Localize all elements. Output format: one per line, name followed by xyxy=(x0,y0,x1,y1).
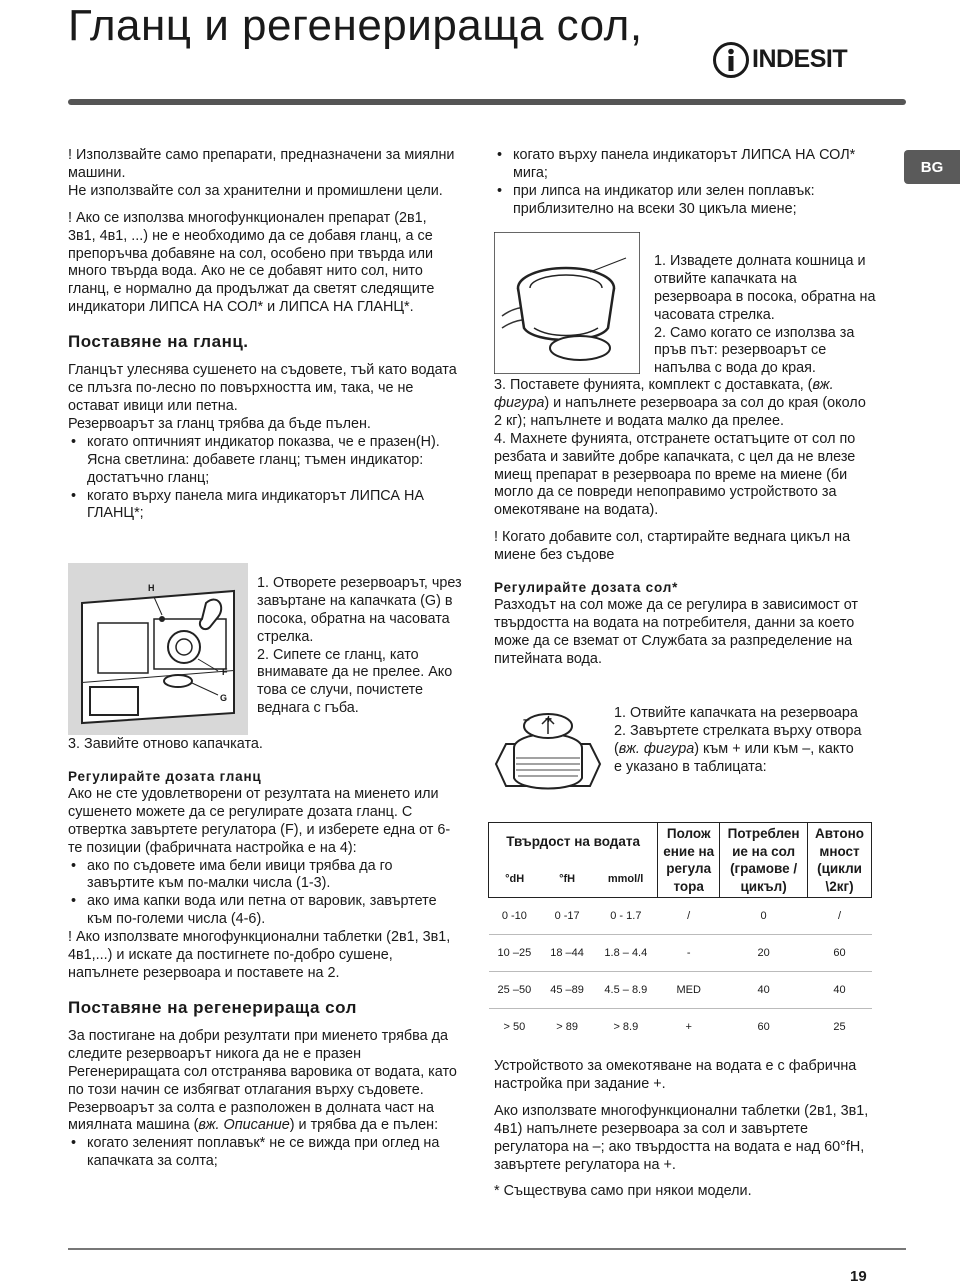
table-row xyxy=(489,972,872,1009)
table-cell: 0 -10 xyxy=(501,910,527,922)
salt-bullet-list-cont xyxy=(494,147,866,219)
list-item: • ако по съдовете има бели ивици трябва да го завъртите към по-малки числа (1-3). xyxy=(68,858,458,894)
paragraph: 2. Завъртете стрелката върху отвора (вж. фигура) към + или към –, както е указано в таблицата: xyxy=(614,722,862,775)
header-consumption: Потреблен ие на сол (грамове /цикъл) xyxy=(720,823,808,898)
label-h: H xyxy=(148,583,155,593)
subheading-gloss-dose: Регулирайте дозата гланц xyxy=(68,768,262,784)
fig3-instructions xyxy=(614,705,864,777)
table-cell: - xyxy=(658,935,720,972)
list-item: • при липса на индикатор или зелен поплавък: приблизително на всеки 30 цикъла миене; xyxy=(494,183,866,219)
paragraph: 3. Завийте отново капачката. xyxy=(68,736,263,752)
brand-wordmark: INDESIT xyxy=(752,45,848,73)
paragraph: ! Ако се използва многофункционален препарат (2в1, 3в1, 4в1, ...) не е необходимо да се добавя гланц, а се препоръчва добавяне на сол, особено при твърда или много твърда вода. Ако не се добавят нито сол, нито гланц, е нормално да продължат да светят следящите индикатори ЛИПСА НА СОЛ* и ЛИПСА НА ГЛАНЦ*. xyxy=(68,209,435,316)
table-cell: 0 xyxy=(760,910,767,922)
table-cell: 0 -17 xyxy=(554,910,580,922)
page-number: 19 xyxy=(850,1268,867,1285)
table-cell: 60 xyxy=(720,1009,808,1046)
table-cell: > 50 xyxy=(489,1009,541,1046)
table-cell: 0 - 1.7 xyxy=(610,910,642,922)
table-cell: / xyxy=(837,910,842,922)
right-column-top xyxy=(494,147,866,219)
paragraph: За постигане на добри резултати при миенето трябва да следите резервоарът никога да не е празен Регенериращата сол отстранява варовика от водата, като по този начин се избягват отлагания върху съдовете. Резервоарът за солта е разположен в долната част на миялната машина (вж. Описание) и трябва да е пълен: xyxy=(68,1027,457,1134)
paragraph: ! Когато добавите сол, стартирайте веднага цикъл на миене без съдове xyxy=(494,529,851,564)
salt-reservoir-illustration xyxy=(494,232,640,374)
header-rule xyxy=(68,99,906,105)
table-cell: 10 –25 xyxy=(489,935,541,972)
table-cell: 25 xyxy=(808,1009,872,1046)
dispenser-drawing-icon xyxy=(68,563,248,735)
salt-bullet-list xyxy=(68,1135,458,1171)
water-hardness-table xyxy=(488,822,872,1045)
header-position: Полож ение на регула тора xyxy=(658,823,720,898)
page-title: Гланц и регенерираща сол, xyxy=(68,1,643,50)
table-row xyxy=(489,898,872,935)
list-item: • ако има капки вода или петна от варовик, завъртете към по-големи числа (4-6). xyxy=(68,893,458,929)
regulator-symbols: – + xyxy=(523,712,559,726)
list-item: • когато оптичният индикатор показва, че е празен(H). Ясна светлина: добавете гланц; тъмен индикатор: достатъчно гланц; xyxy=(68,434,458,488)
table-cell: 40 xyxy=(808,972,872,1009)
right-column-middle xyxy=(494,377,874,669)
footer-rule xyxy=(68,1248,906,1250)
paragraph: ! Използвайте само препарати, предназначени за миялни машини. xyxy=(68,147,455,181)
unit-fh: °fH xyxy=(540,860,594,898)
section-heading-salt: Поставяне на регенерираща сол xyxy=(68,997,357,1017)
fig2-instructions xyxy=(654,235,876,396)
table-cell: 20 xyxy=(720,935,808,972)
paragraph: Ако използвате многофункционални таблетки (2в1, 3в1, 4в1) напълнете резервоара за сол и завъртете регулатора на –; ако твърдостта на водата е над 60°fH, завъртете регулатора на +. xyxy=(494,1102,869,1173)
paragraph: Резервоарът за гланц трябва да бъде пълен. xyxy=(68,415,371,432)
table-cell: MED xyxy=(658,972,720,1009)
section-heading-gloss: Поставяне на гланц. xyxy=(68,332,249,352)
paragraph: 3. Поставете фунията, комплект с доставката, (вж. фигура) и напълнете резервоара за сол до края (около 2 кг); напълнете и водата малко да прелее. xyxy=(494,377,866,429)
paragraph: Не използвайте сол за хранителни и промишлени цели. xyxy=(68,182,443,199)
label-f: F xyxy=(222,667,228,677)
left-column-lower xyxy=(68,736,458,1171)
footnote: * Съществува само при някои модели. xyxy=(494,1183,752,1200)
table-cell: 45 –89 xyxy=(540,972,594,1009)
table-cell: 18 –44 xyxy=(540,935,594,972)
header-hardness: Твърдост на водата xyxy=(489,823,658,861)
list-item: • когато зеленият поплавък* не се вижда при оглед на капачката за солта; xyxy=(68,1135,458,1171)
paragraph: 1. Отвийте капачката на резервоара xyxy=(614,705,858,721)
table-cell: > 89 xyxy=(540,1009,594,1046)
table-cell: / xyxy=(687,910,691,922)
unit-dh: °dH xyxy=(489,860,541,898)
list-item: • когато върху панела мига индикаторът ЛИПСА НА ГЛАНЦ*; xyxy=(68,488,458,524)
indesit-logo xyxy=(712,38,862,82)
right-column-bottom xyxy=(494,1058,870,1201)
table-cell: 25 –50 xyxy=(489,972,541,1009)
paragraph: ! Ако използвате многофункционални таблетки (2в1, 3в1, 4в1,...) и искате да постигнете по-добро сушене, напълнете резервоара и поставете на 2. xyxy=(68,929,451,981)
label-g: G xyxy=(220,693,228,703)
table-cell: > 8.9 xyxy=(594,1009,658,1046)
salt-regulator-illustration xyxy=(490,708,606,804)
table-row xyxy=(489,1009,872,1046)
paragraph: 1. Отворете резервоарът, чрез завъртане на капачката (G) в посока, обратна на часовата стрелка. 2. Сипете се гланц, като внимавате да не прелее. Ако това се случи, почистете веднага с гъба. xyxy=(257,574,462,717)
info-i-logo-icon xyxy=(712,41,750,79)
paragraph: Устройството за омекотяване на водата е с фабрична настройка при задание +. xyxy=(494,1058,857,1092)
unit-mmol: mmol/l xyxy=(594,860,658,898)
paragraph: 1. Извадете долната кошница и отвийте капачката на резервоара в посока, обратна на часовата стрелка. 2. Само когато се използва за пръв път: резервоарът се напълва с вода до края. xyxy=(654,252,876,377)
table-cell: 4.5 – 8.9 xyxy=(594,972,658,1009)
paragraph: 4. Махнете фунията, отстранете остатъците от сол по резбата и завийте добре капачката, с цел да не влезе миещ препарат в резервоара по време на миене (би могло да се повреди непоправимо устройството за омекотяване на водата). xyxy=(494,430,856,519)
salt-reservoir-drawing-icon xyxy=(494,232,640,374)
paragraph: Разходът на сол може да се регулира в зависимост от твърдостта на водата на потребителя, данни за което може да се вземат от Службата за разпределение на питейната вода. xyxy=(494,597,858,667)
paragraph: Гланцът улеснява сушенето на съдовете, тъй като водата се плъзга по-лесно по повърхността им, така, че не остават ивици или петна. xyxy=(68,362,457,414)
table-cell: 1.8 – 4.4 xyxy=(594,935,658,972)
language-tab: BG xyxy=(904,150,960,184)
rinse-aid-dispenser-illustration xyxy=(68,563,248,735)
list-item: • когато върху панела индикаторът ЛИПСА НА СОЛ* мига; xyxy=(494,147,866,183)
table-cell: + xyxy=(658,1009,720,1046)
gloss-bullet-list xyxy=(68,434,458,524)
left-column xyxy=(68,147,458,523)
table-cell: 40 xyxy=(720,972,808,1009)
table-cell: 60 xyxy=(808,935,872,972)
subheading-salt-dose: Регулирайте дозата сол* xyxy=(494,580,679,596)
paragraph: Ако не сте удовлетворени от резултата на миенето или сушенето можете да се регулирате дозата гланц. С отвертка завъртете регулатора (F), и изберете една от 6-те позиции (фабричната настройка е на 4): xyxy=(68,785,451,856)
dose-bullet-list xyxy=(68,858,458,930)
table-row xyxy=(489,935,872,972)
header-autonomy: Автоно мност (цикли \2кг) xyxy=(808,823,872,898)
fig1-instructions xyxy=(257,557,462,736)
